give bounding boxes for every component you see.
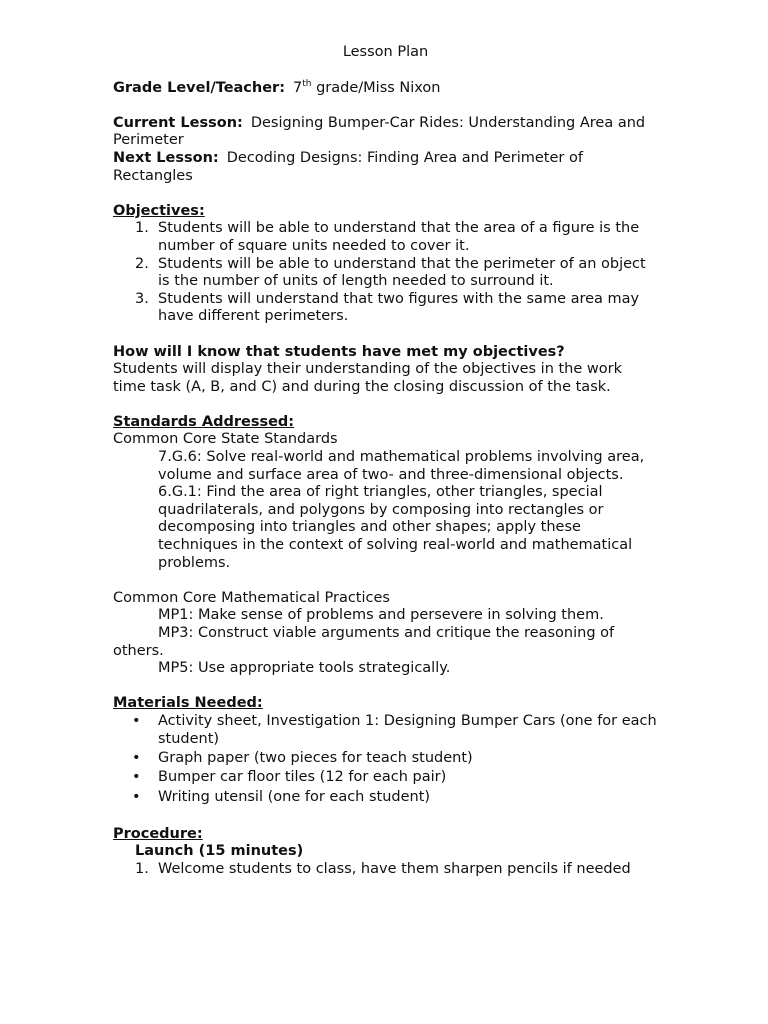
list-item-text: Graph paper (two pieces for teach student) (158, 749, 473, 766)
standards-heading-text: Standards Addressed: (113, 413, 295, 430)
assessment-text: Students will display their understanding of the objectives in the work time task (A, B, and C) and during the closing discussion of the task. (113, 361, 622, 395)
list-number: 1. (135, 860, 149, 877)
assessment-heading: How will I know that students have met my objectives? (113, 343, 565, 360)
page-title: Lesson Plan (342, 44, 429, 60)
list-number: 3. (135, 290, 149, 307)
list-item-text: Students will be able to understand that the perimeter of an object is the number of units of length needed to surround it. (158, 255, 646, 290)
practice-item: MP1: Make sense of problems and persevere in solving them. (158, 607, 604, 624)
ccss-item: 7.G.6: Solve real-world and mathematical problems involving area, volume and surface area of two- and three-dimensional objects. (158, 449, 645, 483)
list-item (113, 789, 658, 807)
grade-value-sup: th (302, 78, 312, 89)
grade-line (113, 80, 658, 98)
objectives-heading (113, 203, 658, 221)
materials-list (113, 713, 658, 806)
list-number: 1. (135, 220, 149, 237)
list-item-text: Students will understand that two figures with the same area may have different perimeters. (158, 290, 640, 325)
practice-item: MP5: Use appropriate tools strategically. (158, 660, 451, 677)
grade-value-suffix: grade/Miss Nixon (311, 79, 441, 96)
list-item (113, 750, 658, 768)
list-item-text: Activity sheet, Investigation 1: Designing Bumper Cars (one for each student) (158, 712, 657, 747)
objectives-heading-colon: : (198, 202, 205, 219)
list-item (113, 861, 658, 879)
objectives-heading-text: Objectives (113, 202, 199, 219)
current-lesson-line (113, 115, 658, 150)
list-item-text: Students will be able to understand that the area of a figure is the number of square units needed to cover it. (158, 220, 640, 254)
ccss-item: 6.G.1: Find the area of right triangles, other triangles, special quadrilaterals, and polygons by composing into rectangles or decomposing into triangles and other shapes; apply these techniques in the context of solving real-world and mathematical problems. (158, 484, 633, 571)
ccss-label: Common Core State Standards (113, 431, 338, 448)
document-page (113, 44, 658, 879)
bullet-icon: • (132, 788, 141, 805)
procedure-heading-text: Procedure: (113, 825, 203, 842)
next-lesson-line (113, 150, 658, 185)
procedure-steps (113, 861, 658, 879)
materials-heading (113, 695, 658, 713)
list-number: 2. (135, 255, 149, 272)
list-item-text: Welcome students to class, have them sharpen pencils if needed (158, 860, 631, 877)
grade-label: Grade Level/Teacher: (113, 79, 286, 96)
bullet-icon: • (132, 712, 141, 729)
procedure-heading (113, 826, 658, 844)
list-item (113, 713, 658, 748)
next-lesson-label: Next Lesson: (113, 149, 219, 166)
practices-label: Common Core Mathematical Practices (113, 589, 390, 606)
list-item (113, 291, 658, 326)
list-item-text: Bumper car floor tiles (12 for each pair) (158, 769, 447, 786)
materials-heading-text: Materials Needed: (113, 695, 263, 712)
list-item-text: Writing utensil (one for each student) (158, 788, 431, 805)
launch-heading: Launch (15 minutes) (135, 843, 304, 860)
grade-value-prefix: 7 (293, 79, 303, 96)
objectives-list (113, 220, 658, 326)
standards-heading (113, 414, 658, 432)
practice-item: MP3: Construct viable arguments and critique the reasoning of others. (113, 625, 615, 659)
list-item (113, 256, 658, 291)
current-lesson-label: Current Lesson: (113, 114, 243, 131)
next-lesson-value: Decoding Designs: Finding Area and Perimeter of Rectangles (113, 149, 583, 184)
bullet-icon: • (132, 769, 141, 786)
list-item (113, 769, 658, 787)
bullet-icon: • (132, 749, 141, 766)
list-item (113, 220, 658, 255)
current-lesson-value: Designing Bumper-Car Rides: Understanding Area and Perimeter (113, 114, 646, 149)
